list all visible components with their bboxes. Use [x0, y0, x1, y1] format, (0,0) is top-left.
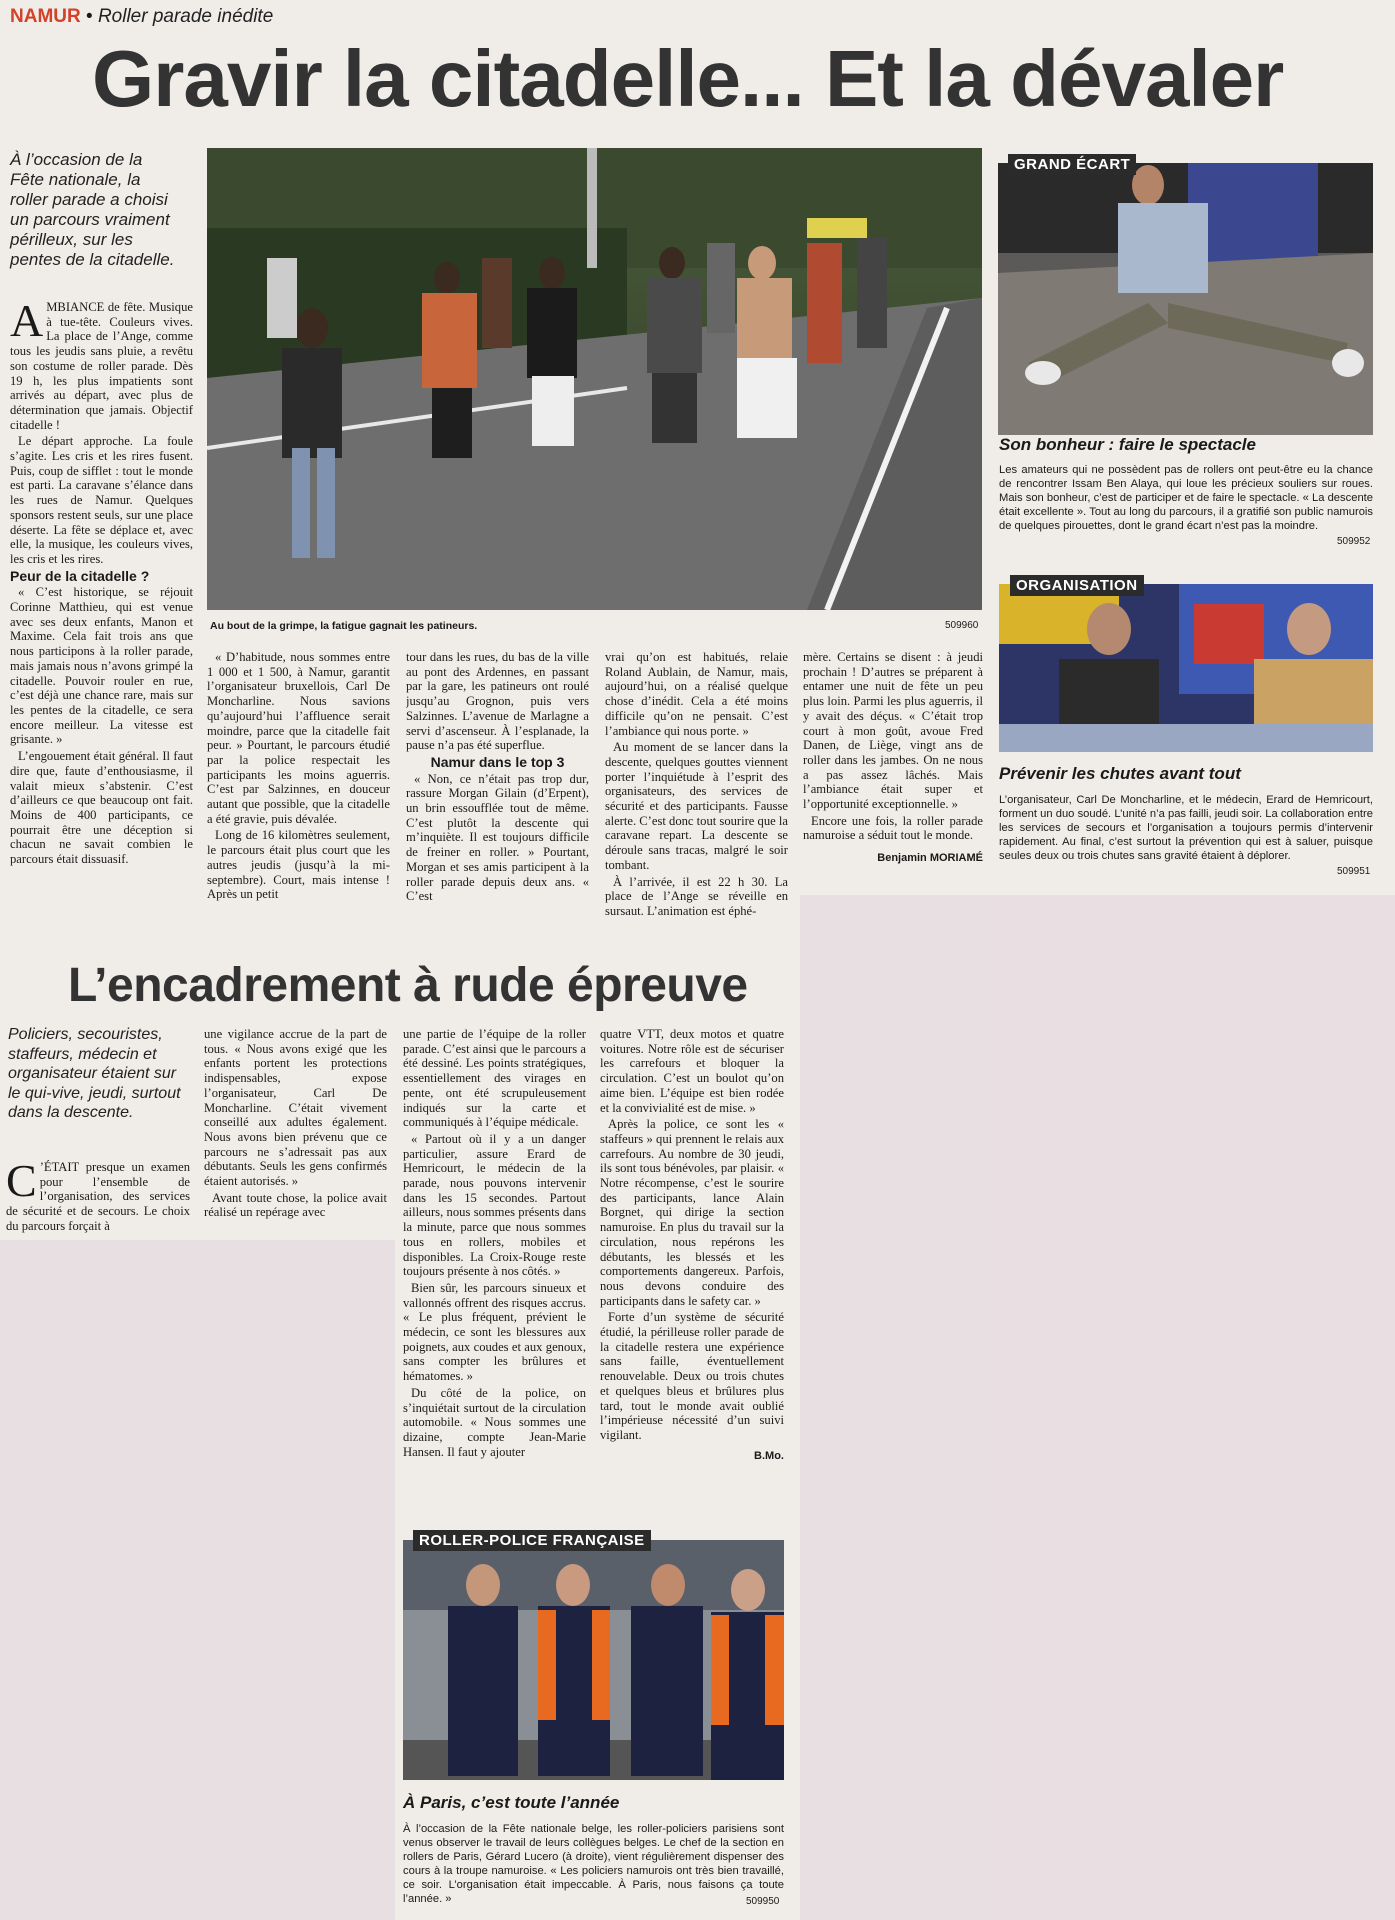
- article1-para: À l’arrivée, il est 22 h 30. La place de l’Ange se réveille en sursaut. L’animation est éphé-: [605, 874, 788, 918]
- article2-headline: L’encadrement à rude épreuve: [68, 959, 748, 1012]
- article1-subhead-2: Namur dans le top 3: [430, 753, 565, 770]
- article1-para: tour dans les rues, du bas de la ville au pont des Ardennes, en passant par la gare, les patineurs ont roulé jusqu’au Grognon, puis vers Salzinnes. L’avenue de Marlagne a servi d’ascenseur. À l’esplanade, la pause n’a pas été superflue.: [406, 650, 589, 753]
- paper-left-empty: [0, 1240, 395, 1920]
- box3-title: À Paris, c’est toute l’année: [403, 1793, 620, 1812]
- article2-para: Du côté de la police, on s’inquiétait surtout de la circulation automobile. « Nous sommes une dizaine, compte Jean-Marie Hansen. Il faut y ajouter: [403, 1385, 586, 1459]
- article2-col4: [600, 1027, 784, 1509]
- article2-intro: Policiers, secouristes, staffeurs, médecin et organisateur étaient sur le qui-vive, jeudi, surtout dans la descente.: [8, 1026, 181, 1121]
- kicker-subject: Roller parade inédite: [97, 6, 274, 27]
- box2-ref: 509951: [1337, 866, 1371, 877]
- section-kicker: [10, 6, 273, 28]
- main-photo-caption: Au bout de la grimpe, la fatigue gagnait les patineurs.: [210, 620, 478, 632]
- article1-signature: Benjamin MORIAMÉ: [877, 852, 983, 865]
- article2-para: une partie de l’équipe de la roller parade. C’est ainsi que le parcours a été dessiné. Les points stratégiques, essentiellement des virages en pente, ont été scrupuleusement indiqués sur la carte et communiqués à l’équipe médicale.: [403, 1027, 586, 1130]
- article2-col2: [204, 1027, 387, 1242]
- article2-para: Avant toute chose, la police avait réalisé un repérage avec: [204, 1190, 387, 1220]
- box2-photo-image: [999, 584, 1373, 752]
- article2-col3: [403, 1027, 586, 1509]
- box1-title: Son bonheur : faire le spectacle: [999, 435, 1256, 454]
- box2-title: Prévenir les chutes avant tout: [999, 764, 1241, 783]
- article2-dropcap: C: [6, 1160, 37, 1206]
- article1-para: « D’habitude, nous sommes entre 1 000 et 1 500, à Namur, garantit l’organisateur bruxellois, Carl De Moncharline. Nous savions qu’aujourd’hui l’affluence serait moindre, parce que la citadelle fait peur. » Pourtant, le parcours étudié par la police respectait les participants les moins aguerris. C’est par Salzinnes, en douceur autant que possible, que la citadelle a été gravie, puis dévalée.: [207, 650, 390, 826]
- article2-para: quatre VTT, deux motos et quatre voitures. Notre rôle est de sécuriser les carrefours et bloquer la circulation. C’est un boulot qu’on aime bien. L’équipe est bien rodée et la convivialité est de mise. »: [600, 1027, 784, 1115]
- article2-col1: [6, 1160, 190, 1240]
- box1-text: Les amateurs qui ne possèdent pas de rollers ont peut-être eu la chance de rencontrer Issam Ben Alaya, qui loue les précieux souliers sur roues. Mais son bonheur, c’est de participer et de faire le spectacle. « La descente était excellente ». Tout au long du parcours, il a gratifié son public namurois de quelques pirouettes, dont le grand écart n’est pas la moindre.: [999, 464, 1373, 532]
- main-photo: [207, 148, 982, 610]
- box2-text: L’organisateur, Carl De Moncharline, et le médecin, Erard de Hemricourt, forment un duo soudé. L’unité n’a pas failli, jeudi soir. La collaboration entre les services de secours et l’organisation a toujours permis d’intervenir rapidement. Au final, c’est surtout la prévention qui est à saluer, puisque seules deux ou trois chutes sans gravité étaient à déplorer.: [999, 794, 1373, 862]
- box2-tag: ORGANISATION: [1010, 575, 1144, 596]
- box3-tag: ROLLER-POLICE FRANÇAISE: [413, 1530, 651, 1551]
- box1-tag: GRAND ÉCART: [1008, 154, 1136, 175]
- box3-photo: [403, 1540, 784, 1780]
- article1-col1: [10, 300, 193, 935]
- article1-para: Au moment de se lancer dans la descente, quelques gouttes viennent porter l’inquiétude à l’esprit des organisateurs, des services de sécurité et des participants. Fausse alerte. C’est donc tout sourire que la caravane repart. La descente se déroule sans tracas, malgré le soir tombant.: [605, 740, 788, 872]
- box1-photo: [998, 163, 1373, 435]
- main-photo-ref: 509960: [945, 620, 979, 631]
- article1-para: Encore une fois, la roller parade namuroise a séduit tout le monde.: [803, 813, 983, 843]
- article1-col3: [406, 650, 589, 935]
- article2-lead: ’ÉTAIT presque un examen pour l’ensemble de l’organisation, des services de sécurité et de secours. Le choix du parcours forçait à: [6, 1160, 190, 1233]
- article1-para: mère. Certains se disent : à jeudi prochain ! D’autres se préparent à entamer une nuit de fête un peu plus loin. Parmi les plus aguerris, il y avait des déçus. « C’était trop court à mon goût, avoue Fred Danen, de Liège, vingt ans de roller dans les jambes. On ne nous a pas assez lâchés. Mais l’ambiance était super et l’opportunité exceptionnelle. »: [803, 650, 983, 812]
- article-intro: À l’occasion de la Fête nationale, la roller parade a choisi un parcours vraiment périlleux, sur les pentes de la citadelle.: [10, 150, 175, 269]
- paper-right-blank: [985, 895, 1395, 1920]
- article1-col5: [803, 650, 983, 910]
- article1-para: L’engouement était général. Il faut dire que, faute d’enthousiasme, il valait mieux s’abstenir. C’est d’ailleurs ce que beaucoup ont fait. Moins de 400 participants, ce pourrait être une déception si chacun ne savait combien le parcours était dissuasif.: [10, 749, 193, 867]
- article2-para: « Partout où il y a un danger particulier, assure Erard de Hemricourt, le médecin de la parade, nous pouvons intervenir dans les 15 secondes. Partout ailleurs, nous sommes présents dans la minute, parce que nous sommes tous en rollers, mobiles et disponibles. La Croix-Rouge reste toujours présente à nos côtés. »: [403, 1131, 586, 1279]
- article2-para: Bien sûr, les parcours sinueux et vallonnés offrent des risques accrus. « Le plus fréquent, prévient le médecin, ce sont les blessures aux poignets, aux coudes et aux genoux, sans compter les brûlures et hématomes. »: [403, 1280, 586, 1384]
- article2-para: Forte d’un système de sécurité étudié, la périlleuse roller parade de la citadelle restera une expérience sans faille, éventuellement renouvelable. Deux ou trois chutes et quelques bleus et brûlures plus tard, tout le monde avait oublié l’impérieuse nécessité d’un suivi vigilant.: [600, 1310, 784, 1442]
- box1-photo-image: [998, 163, 1373, 435]
- article2-signature: B.Mo.: [754, 1449, 784, 1462]
- article1-subhead-1: Peur de la citadelle ?: [10, 567, 150, 584]
- article1-para: « Non, ce n’était pas trop dur, rassure Morgan Gilain (d’Erpent), un brin essoufflée tout de même. C’est plutôt la descente qui m’inquiète. Il est toujours difficile de freiner en roller. » Pourtant, Morgan et ses amis participent à la roller parade depuis deux ans. « C’est: [406, 771, 589, 904]
- article2-para: Après la police, ce sont les « staffeurs » qui prennent le relais aux carrefours. Au nombre de 30 jeudi, ils sont tous bénévoles, par plaisir. « Notre récompense, c’est le sourire des participants, lance Alain Borgnet, qui dirige la section namuroise. En plus du travail sur la circulation, nous repérons les débutants, les blessés et les comportements dangereux. Parfois, nous devons conduire des participants dans le safety car. »: [600, 1117, 784, 1308]
- article1-lead: MBIANCE de fête. Musique à tue-tête. Couleurs vives. La place de l’Ange, comme tous les jeudis sans pluie, a revêtu son costume de roller parade. Dès 19 h, les plus impatients sont arrivés au départ, avec plus de détermination que jamais. Objectif citadelle !: [10, 300, 193, 432]
- article1-col4: [605, 650, 788, 935]
- box3-ref: 509950: [746, 1896, 780, 1907]
- box1-ref: 509952: [1337, 536, 1371, 547]
- article1-col2: [207, 650, 390, 935]
- box3-text: À l’occasion de la Fête nationale belge, les roller-policiers parisiens sont venus observer le travail de leurs collègues belges. Le chef de la section en rollers de Paris, Gérard Lucero (à droite), vient régulièrement dispenser des cours à la troupe namuroise. « Les policiers namurois ont très bien travaillé, ce soir. L’organisation était impeccable. À Paris, nous faisons ça toute l’année. »: [403, 1823, 784, 1905]
- article1-para: Long de 16 kilomètres seulement, le parcours était plus court que les autres jeudis (jusqu’à la mi-septembre). Court, mais intense ! Après un petit: [207, 828, 390, 902]
- box3-photo-image: [403, 1540, 784, 1780]
- article1-para: vrai qu’on est habitués, relaie Roland Aublain, de Namur, mais, aujourd’hui, on a réalisé quelque chose d’inédit. Cela a été moins difficile qu’on ne pensait. C’est l’ambiance qui nous porte. »: [605, 650, 788, 738]
- box2-photo: [999, 584, 1373, 752]
- kicker-location: NAMUR: [10, 6, 81, 27]
- article1-dropcap: A: [10, 300, 44, 346]
- article1-para: « C’est historique, se réjouit Corinne Matthieu, qui est venue avec ses deux enfants, Manon et Maxime. Cela fait trois ans que nous participons à la roller parade, mais jamais nous n’avons grimpé la citadelle. Pouvoir rouler en rue, c’est déjà une chance rare, mais sur les pentes de la citadelle, ce sera encore meilleur. La vitesse est grisante. »: [10, 585, 193, 747]
- article2-para: une vigilance accrue de la part de tous. « Nous avons exigé que les enfants portent les protections indispensables, expose l’organisateur, Carl De Moncharline. C’était vivement conseillé aux adultes également. Nous avons bien prévenu que ce parcours ne s’adressait pas aux débutants. Seuls les gens confirmés étaient autorisés. »: [204, 1027, 387, 1189]
- kicker-bullet: •: [86, 6, 93, 27]
- main-photo-image: [207, 148, 982, 610]
- article1-para: Le départ approche. La foule s’agite. Les cris et les rires fusent. Puis, coup de sifflet : tout le monde est parti. La caravane s’élance dans les rues de Namur. Quelques sponsors restent seuls, sur une place déserte. La fête se déplace et, avec elle, la musique, les couleurs vives, les cris et les rires.: [10, 434, 193, 566]
- main-headline: Gravir la citadelle... Et la dévaler: [92, 34, 1284, 123]
